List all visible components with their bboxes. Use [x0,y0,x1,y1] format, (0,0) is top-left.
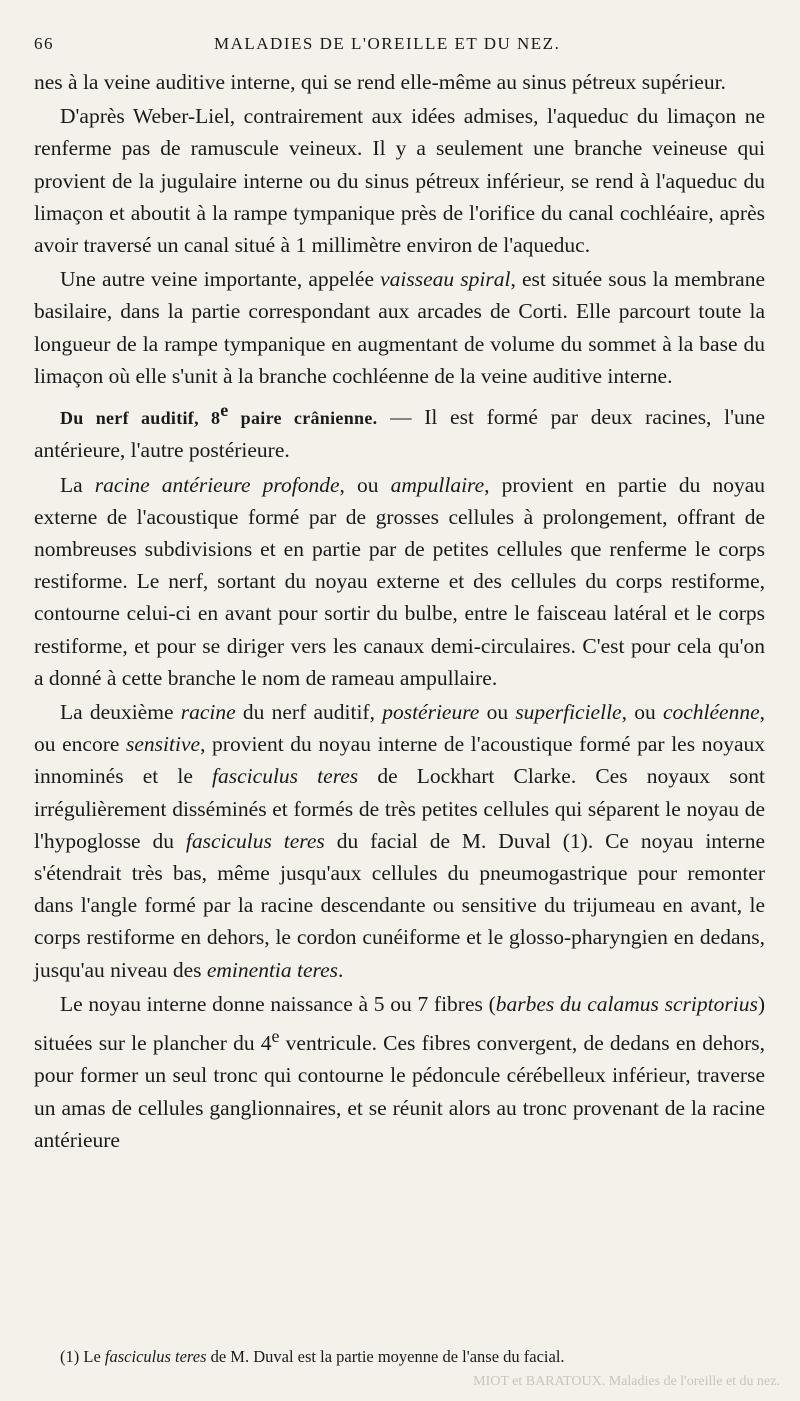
text-run: D'après Weber-Liel, contrairement aux idées admises, l'aqueduc du limaçon ne renferme pas de ramuscule veineux. Il y a seulement une branche veineuse qui provient de la jugulaire interne ou du sinus pétreux inférieur, se rend à l'aqueduc du limaçon et aboutit à la rampe tympanique près de l'orifice du canal cochléaire, après avoir traversé un canal situé à 1 millimètre environ de l'aqueduc. [34,104,765,258]
text-run: e [271,1026,280,1047]
text-run: ) situées sur le plancher du 4 [34,991,765,1056]
bold-run: e [220,400,229,421]
italic-run: barbes du calamus scriptorius [495,991,758,1016]
text-run: Une autre veine importante, appelée [60,267,381,292]
footnote [60,1346,760,1368]
text-run: La deuxième [60,700,181,725]
text-run: ventricule. Ces fibres convergent, de dedans en dehors, pour former un seul tronc qui contourne le pédoncule cérébelleux inférieur, traverse un amas de cellules ganglionnaires, et se réunit alors au tronc provenant de la racine antérieure [34,1031,765,1152]
text-run: de M. Duval est la partie moyenne de l'anse du facial. [206,1347,565,1366]
paragraph [34,988,765,1156]
paragraph [34,469,765,694]
italic-run: fasciculus teres [212,764,359,789]
text-run: nes à la veine auditive interne, qui se rend elle-même au sinus pétreux supérieur. [34,70,726,94]
paragraph [34,696,765,986]
text-run: du nerf auditif, [235,700,383,725]
italic-run: cochléenne [662,700,760,725]
bold-run: Du nerf auditif, 8 [60,408,221,429]
page-number: 66 [34,34,54,53]
section-heading-paragraph [34,394,765,467]
italic-run: ampullaire [390,472,485,497]
text-run: du facial de M. Duval (1). Ce noyau interne s'étendrait très bas, même jusqu'aux cellules du pneumogastrique pour remonter dans l'angle formé par la racine descendante ou sensitive du trijumeau en avant, le corps restiforme en dehors, le cordon cunéiforme et le glosso-pharyngien en dedans, jusqu'au niveau des [34,828,766,982]
running-title: MALADIES DE L'OREILLE ET DU NEZ. [214,34,561,53]
italic-run: postérieure [382,700,480,725]
italic-run: fasciculus teres [104,1347,207,1366]
text-run: ou [479,700,516,725]
italic-run: superficielle [515,700,622,725]
page-body [34,66,765,1156]
footnote-rule [34,1340,765,1341]
text-run: — Il est formé par deux racines, l'une antérieure, l'autre postérieure. [34,405,765,463]
text-run: Le noyau interne donne naissance à 5 ou 7 fibres ( [60,991,496,1016]
text-run: , ou [339,472,391,497]
text-run: , ou encore [34,700,765,757]
italic-run: vaisseau spiral [380,267,511,292]
italic-run: sensitive [126,732,201,757]
text-run: , ou [621,700,663,725]
italic-run: racine [180,700,236,725]
italic-run: fasciculus teres [185,828,325,853]
text-run: , est située sous la membrane basilaire, dans la partie correspondant aux arcades de Corti. Elle parcourt toute la longueur de la rampe tympanique en augmentant de volume du sommet à la base du limaçon où elle s'unit à la branche cochléenne de la veine auditive interne. [34,267,765,388]
italic-run: racine antérieure profonde [94,472,340,497]
paragraph [34,66,765,98]
paragraph [34,100,765,261]
text-run: , provient en partie du noyau externe de l'acoustique formé par de grosses cellules à prolongement, offrant de nombreuses subdivisions et en partie par de petites cellules que renferme le corps restiforme. Le nerf, sortant du noyau externe et des cellules du corps restiforme, contourne celui-ci en avant pour sortir du bulbe, entre le faisceau latéral et le corps restiforme, et pour se diriger vers les canaux demi-circulaires. C'est pour cela qu'on a donné à cette branche le nom de rameau ampullaire. [34,472,765,690]
text-run: (1) Le [60,1347,105,1366]
italic-run: eminentia teres [206,957,339,982]
text-run: , provient du noyau interne de l'acoustique formé par les noyaux innominés et le [34,732,765,789]
text-run: de Lockhart Clarke. Ces noyaux sont irrégulièrement disséminés et formés de très petites cellules qui séparent le noyau de l'hypoglosse du [34,764,766,853]
text-run: La [60,472,95,497]
text-run: . [338,957,344,982]
bleed-through-text: MIOT et BARATOUX. Maladies de l'oreille et du nez. [473,1374,780,1389]
paragraph [34,263,765,392]
bold-run: paire crânienne. [228,408,378,429]
